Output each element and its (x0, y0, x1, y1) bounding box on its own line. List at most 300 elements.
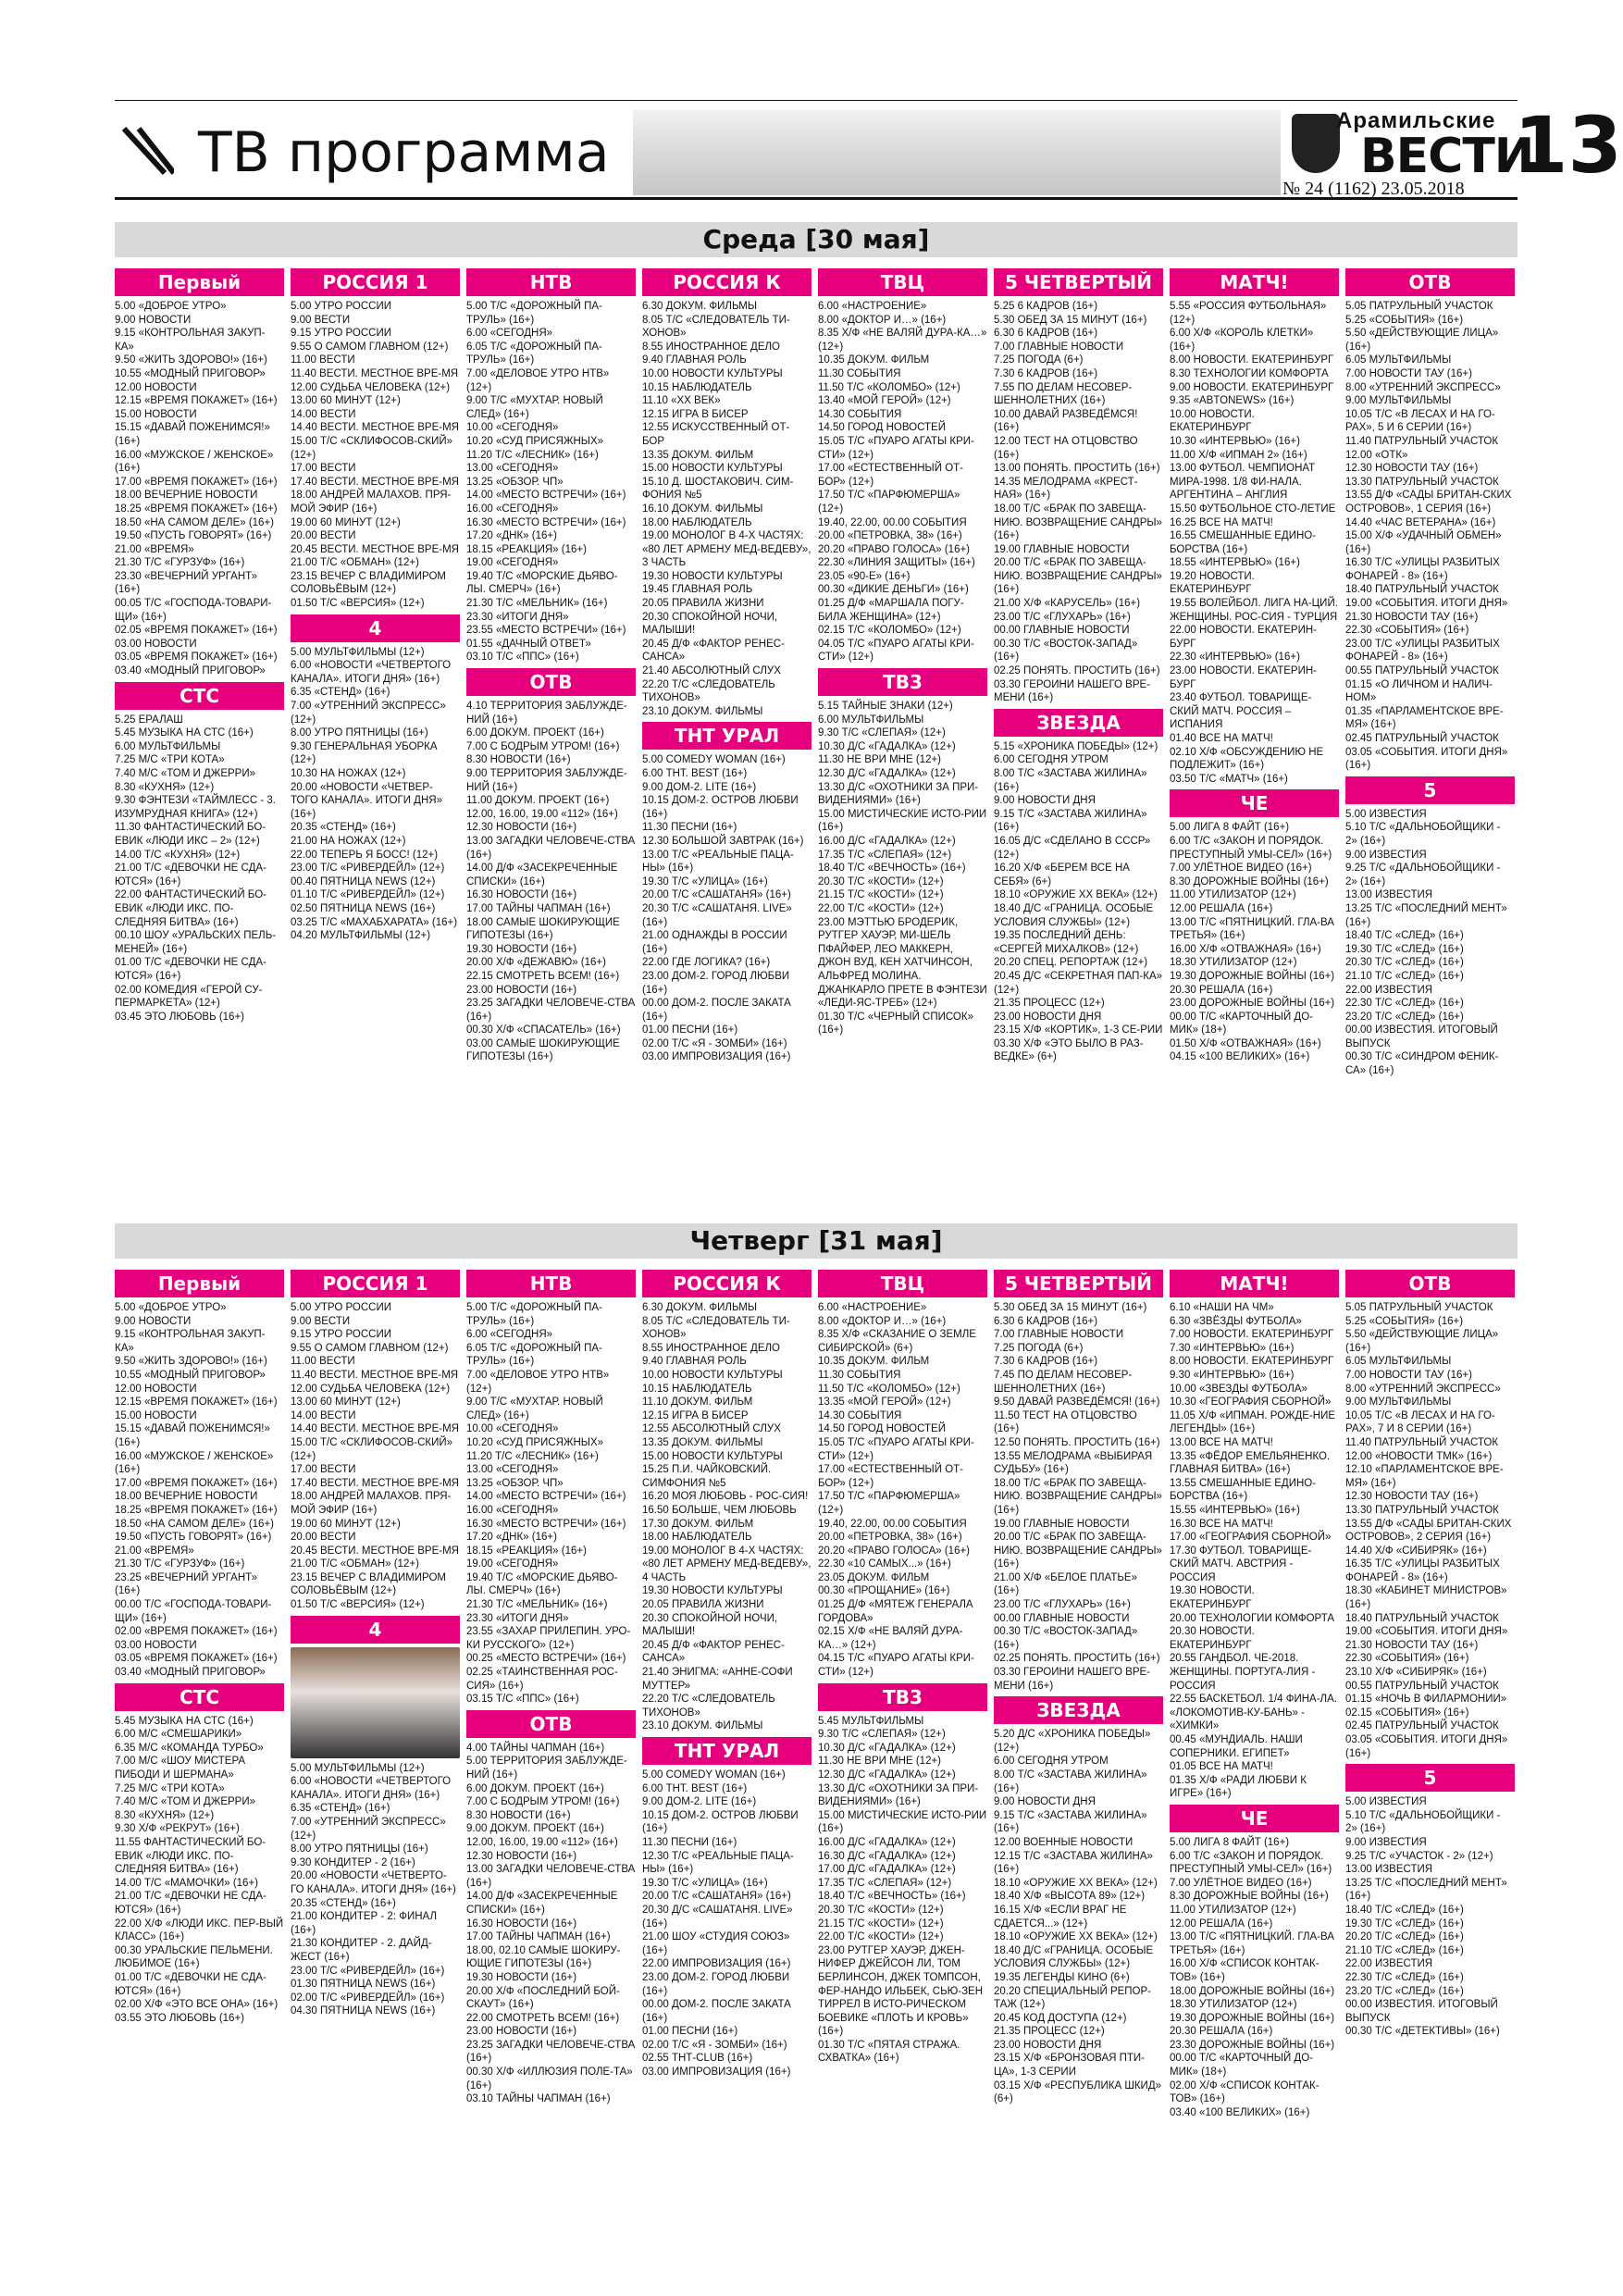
program-entry: 21.00 «ВРЕМЯ» (115, 543, 194, 555)
program-entry: 13.25 «ОБЗОР. ЧП» (466, 476, 564, 488)
program-entry: 21.30 НОВОСТИ ТАУ (16+) (1345, 1639, 1479, 1651)
program-entry: 8.00 «ДОКТОР И…» (16+) (818, 1315, 947, 1327)
day-header: Среда [30 мая] (115, 222, 1518, 257)
channel-column (994, 268, 1163, 1240)
program-entry: 5.25 ЕРАЛАШ (115, 714, 183, 726)
program-entry: 23.30 ДОРОЖНЫЕ ВОЙНЫ (16+) (1170, 2039, 1335, 2051)
program-entry: 22.00 ИЗВЕСТИЯ (1345, 1958, 1433, 1970)
program-entry: 12.30 НОВОСТИ ТАУ (16+) (1345, 463, 1479, 475)
program-entry: 9.15 «КОНТРОЛЬНАЯ ЗАКУП-КА» (115, 328, 266, 353)
program-entry: 9.00 ВЕСТИ (291, 314, 351, 326)
program-entry: 00.00 ИЗВЕСТИЯ. ИТОГОВЫЙ ВЫПУСК (1345, 1999, 1498, 2024)
program-entry: 20.30 Т/С «СЛЕД» (16+) (1345, 957, 1464, 969)
program-entry: 20.00 «ПЕТРОВКА, 38» (16+) (818, 1532, 962, 1544)
program-entry: 10.15 ДОМ-2. ОСТРОВ ЛЮБВИ (16+) (642, 1809, 799, 1835)
program-entry: 23.05 ДОКУМ. ФИЛЬМ (818, 1571, 930, 1583)
program-entry: 9.30 Т/С «СЛЕПАЯ» (12+) (818, 727, 946, 739)
program-entry: 19.45 ГЛАВНАЯ РОЛЬ (642, 584, 753, 596)
channel-logo: ЧЕ (1170, 789, 1339, 817)
program-entry: 01.00 ПЕСНИ (16+) (642, 1024, 738, 1036)
program-entry: 00.55 ПАТРУЛЬНЫЙ УЧАСТОК (1345, 1680, 1499, 1692)
program-entry: 20.00 «НОВОСТИ «ЧЕТВЕРТО-ГО КАНАЛА». ИТОГИ ДНЯ» (16+) (291, 1870, 456, 1895)
program-entry: 23.30 «ВЕЧЕРНИЙ УРГАНТ» (16+) (115, 570, 258, 596)
program-entry: 19.40 Т/С «МОРСКИЕ ДЬЯВО-ЛЫ. СМЕРЧ» (16+) (466, 1571, 618, 1597)
program-entry: 18.00, 02.10 САМЫЕ ШОКИРУ-ЮЩИЕ ГИПОТЕЗЫ (16+) (466, 1944, 621, 1970)
program-entry: 9.15 Т/С «ЗАСТАВА ЖИЛИНА» (16+) (994, 1809, 1147, 1835)
program-entry: 15.05 Т/С «ПУАРО АГАТЫ КРИ-СТИ» (12+) (818, 435, 974, 461)
program-entry: 6.00 Т/С «ЗАКОН И ПОРЯДОК. ПРЕСТУПНЫЙ УМЫ-СЕЛ» (16+) (1170, 835, 1332, 861)
program-entry: 14.00 Т/С «КУХНЯ» (12+) (115, 849, 241, 861)
program-entry: 6.30 ДОКУМ. ФИЛЬМЫ (642, 301, 758, 312)
program-entry: 9.00 НОВОСТИ (115, 314, 192, 326)
channel-column (291, 1270, 460, 2241)
program-entry: 21.00 Х/Ф «БЕЛОЕ ПЛАТЬЕ» (16+) (994, 1571, 1137, 1597)
program-entry: 5.30 ОБЕД ЗА 15 МИНУТ (16+) (994, 314, 1147, 326)
program-entry: 18.30 УТИЛИЗАТОР (12+) (1170, 1999, 1297, 2011)
program-entry: 22.30 «ИНТЕРВЬЮ» (16+) (1170, 652, 1300, 664)
program-entry: 01.30 ПЯТНИЦА NEWS (16+) (291, 1979, 436, 1991)
program-entry: 00.45 «МУНДИАЛЬ. НАШИ СОПЕРНИКИ. ЕГИПЕТ» (1170, 1734, 1303, 1759)
program-entry: 16.05 Д/С «СДЕЛАНО В СССР» (12+) (994, 835, 1151, 861)
program-entry: 19.30 Т/С «СЛЕД» (16+) (1345, 943, 1464, 955)
program-entry: 19.30 Т/С «УЛИЦА» (16+) (642, 875, 768, 887)
program-entry: 10.05 Т/С «В ЛЕСАХ И НА ГО-РАХ», 5 И 6 СЕРИИ (16+) (1345, 408, 1495, 434)
program-entry: 7.00 ГЛАВНЫЕ НОВОСТИ (994, 341, 1124, 353)
program-entry: 02.10 Х/Ф «ОБСУЖДЕНИЮ НЕ ПОДЛЕЖИТ» (16+) (1170, 746, 1324, 772)
program-entry: 22.00 ФАНТАСТИЧЕСКИЙ БО-ЕВИК «ЛЮДИ ИКС. ПО-СЛЕДНЯЯ БИТВА» (16+) (115, 889, 266, 928)
channel-column (642, 1270, 812, 2241)
program-entry: 5.00 ИЗВЕСТИЯ (1345, 1796, 1427, 1808)
program-entry: 11.20 Т/С «ЛЕСНИК» (16+) (466, 1450, 599, 1462)
program-entry: 16.00 Х/Ф «СПИСОК КОНТАК-ТОВ» (16+) (1170, 1958, 1319, 1983)
channel-column (818, 1270, 987, 2241)
channel-logo: НТВ (466, 1270, 636, 1297)
program-entry: 18.10 «ОРУЖИЕ ХХ ВЕКА» (12+) (994, 1877, 1158, 1889)
program-entry: 02.15 Т/С «КОЛОМБО» (12+) (818, 625, 961, 637)
program-entry: 21.00 КОНДИТЕР - 2: ФИНАЛ (16+) (291, 1911, 438, 1936)
program-entry: 00.00 ДОМ-2. ПОСЛЕ ЗАКАТА (16+) (642, 1999, 791, 2024)
program-entry: 01.05 ВСЕ НА МАТЧ! (1170, 1761, 1273, 1773)
program-entry: 14.40 Х/Ф «СИБИРЯК» (16+) (1345, 1545, 1487, 1557)
program-entry: 20.00 «НОВОСТИ «ЧЕТВЕР-ТОГО КАНАЛА». ИТОГИ ДНЯ» (16+) (291, 781, 442, 820)
program-entry: 5.45 МУЗЫКА НА СТС (16+) (115, 727, 254, 739)
program-entry: 5.00 ТЕРРИТОРИЯ ЗАБЛУЖДЕ-НИЙ (16+) (466, 1756, 627, 1781)
program-entry: 14.35 МЕЛОДРАМА «КРЕСТ-НАЯ» (16+) (994, 476, 1138, 502)
program-entry: 22.30 Т/С «СЛЕД» (16+) (1345, 998, 1464, 1010)
program-entry: 6.00 МУЛЬТФИЛЬМЫ (115, 740, 221, 752)
channel-logo: ТВ3 (818, 668, 987, 696)
program-entry: 6.05 МУЛЬТФИЛЬМЫ (1345, 354, 1452, 366)
program-entry: 17.35 Т/С «СЛЕПАЯ» (12+) (818, 849, 952, 861)
program-entry: 13.35 ДОКУМ. ФИЛЬМЫ (642, 1436, 763, 1448)
channel-logo: РОССИЯ К (642, 1270, 812, 1297)
program-entry: 01.50 Х/Ф «ОТВАЖНАЯ» (16+) (1170, 1037, 1321, 1049)
program-entry: 9.15 УТРО РОССИИ (291, 328, 391, 340)
program-entry: 21.00 ШОУ «СТУДИЯ СОЮЗ» (16+) (642, 1931, 790, 1956)
program-entry: 18.40 Т/С «СЛЕД» (16+) (1345, 1904, 1464, 1916)
program-entry: 13.30 Д/С «ОХОТНИКИ ЗА ПРИ-ВИДЕНИЯМИ» (16+) (818, 781, 979, 807)
program-entry: 23.00 Т/С «УЛИЦЫ РАЗБИТЫХ ФОНАРЕЙ - 8» (16+) (1345, 638, 1500, 664)
channel-logo: ТНТ УРАЛ (642, 1737, 812, 1765)
program-entry: 11.00 ВЕСТИ (291, 354, 355, 366)
program-entry: 11.50 Т/С «КОЛОМБО» (12+) (818, 1383, 960, 1395)
program-entry: 00.55 ПАТРУЛЬНЫЙ УЧАСТОК (1345, 665, 1499, 677)
channel-logo: 5 ЧЕТВЕРТЫЙ (994, 1270, 1163, 1297)
program-entry: 20.20 «ПРАВО ГОЛОСА» (16+) (818, 1545, 971, 1557)
channel-logo: РОССИЯ К (642, 268, 812, 296)
program-entry: 12.00 «НОВОСТИ ТМК» (16+) (1345, 1450, 1493, 1462)
program-entry: 18.40 Т/С «СЛЕД» (16+) (1345, 930, 1464, 942)
program-entry: 20.30 РЕШАЛА (16+) (1170, 2026, 1273, 2038)
program-entry: 6.00 «НАСТРОЕНИЕ» (818, 1302, 927, 1313)
program-entry: 19.30 ДОРОЖНЫЕ ВОЙНЫ (16+) (1170, 970, 1335, 982)
program-entry: 10.20 «СУД ПРИСЯЖНЫХ» (466, 435, 604, 447)
program-entry: 02.00 Х/Ф «ЭТО ВСЕ ОНА» (16+) (115, 1999, 279, 2011)
program-entry: 7.00 «ДЕЛОВОЕ УТРО НТВ» (12+) (466, 1369, 610, 1395)
program-entry: 8.30 «КУХНЯ» (12+) (115, 781, 215, 793)
program-entry: 8.05 Т/С «СЛЕДОВАТЕЛЬ ТИ-ХОНОВ» (642, 314, 790, 340)
program-entry: 8.00 УТРО ПЯТНИЦЫ (16+) (291, 727, 428, 739)
program-entry: 14.50 ГОРОД НОВОСТЕЙ (818, 422, 946, 434)
program-entry: 8.30 ТЕХНОЛОГИИ КОМФОРТА (1170, 367, 1329, 379)
program-entry: 02.05 «ВРЕМЯ ПОКАЖЕТ» (16+) (115, 625, 278, 637)
program-entry: 03.45 ЭТО ЛЮБОВЬ (16+) (115, 1011, 244, 1023)
program-entry: 15.15 «ДАВАЙ ПОЖЕНИМСЯ!» (16+) (115, 422, 270, 447)
program-entry: 02.45 ПАТРУЛЬНЫЙ УЧАСТОК (1345, 1720, 1499, 1732)
program-entry: 12.55 АБСОЛЮТНЫЙ СЛУХ (642, 1423, 781, 1435)
program-entry: 22.00 ГДЕ ЛОГИКА? (16+) (642, 957, 771, 969)
program-entry: 13.00 ВСЕ НА МАТЧ! (1170, 1436, 1273, 1448)
program-entry: 01.00 ПЕСНИ (16+) (642, 2026, 738, 2038)
program-entry: 12.30 Т/С «РЕАЛЬНЫЕ ПАЦА-НЫ» (16+) (642, 1850, 794, 1876)
program-entry: 9.00 МУЛЬТФИЛЬМЫ (1345, 395, 1452, 407)
program-entry: 9.50 «ЖИТЬ ЗДОРОВО!» (16+) (115, 354, 267, 366)
program-entry: 23.00 ДОМ-2. ГОРОД ЛЮБВИ (16+) (642, 970, 790, 996)
program-entry: 18.15 «РЕАКЦИЯ» (16+) (466, 1545, 587, 1557)
program-entry: 9.15 УТРО РОССИИ (291, 1329, 391, 1341)
program-entry: 10.35 ДОКУМ. ФИЛЬМ (818, 354, 930, 366)
program-entry: 9.00 Т/С «МУХТАР. НОВЫЙ СЛЕД» (16+) (466, 1396, 603, 1421)
program-entry: 18.40 Т/С «ВЕЧНОСТЬ» (16+) (818, 863, 966, 875)
program-entry: 9.15 «КОНТРОЛЬНАЯ ЗАКУП-КА» (115, 1329, 266, 1354)
program-entry: 11.30 ПЕСНИ (16+) (642, 822, 737, 834)
program-entry: 23.55 «ЗАХАР ПРИЛЕПИН. УРО-КИ РУССКОГО» (12+) (466, 1626, 631, 1651)
program-entry: 19.00 «СОБЫТИЯ. ИТОГИ ДНЯ» (1345, 1626, 1508, 1638)
program-entry: 6.05 Т/С «ДОРОЖНЫЙ ПА-ТРУЛЬ» (16+) (466, 341, 602, 366)
program-entry: 10.15 НАБЛЮДАТЕЛЬ (642, 1383, 752, 1395)
program-entry: 16.00 Д/С «ГАДАЛКА» (12+) (818, 835, 956, 847)
program-entry: 00.25 «МЕСТО ВСТРЕЧИ» (16+) (466, 1653, 626, 1665)
program-entry: 13.00 ИЗВЕСТИЯ (1345, 1864, 1433, 1876)
program-entry: 9.00 НОВОСТИ. ЕКАТЕРИНБУРГ (1170, 381, 1334, 393)
program-entry: 01.00 Т/С «ДЕВОЧКИ НЕ СДА-ЮТСЯ» (16+) (115, 957, 266, 982)
program-entry: 11.30 СОБЫТИЯ (818, 367, 901, 379)
program-entry: 19.30 НОВОСТИ КУЛЬТУРЫ (642, 570, 783, 582)
program-entry: 21.40 ЭНИГМА: «АННЕ-СОФИ МУТТЕР» (642, 1667, 793, 1692)
city-emblem-icon (1292, 114, 1340, 173)
program-entry: 18.00 ДОРОЖНЫЕ ВОЙНЫ (16+) (1170, 1985, 1335, 1997)
program-entry: 8.00 УТРО ПЯТНИЦЫ (16+) (291, 1843, 428, 1855)
program-entry: 15.50 ФУТБОЛЬНОЕ СТО-ЛЕТИЕ (1170, 503, 1336, 515)
program-entry: 10.15 НАБЛЮДАТЕЛЬ (642, 381, 752, 393)
program-entry: 03.00 ИМПРОВИЗАЦИЯ (16+) (642, 2066, 791, 2079)
program-entry: 6.00 «СЕГОДНЯ» (466, 328, 553, 340)
program-entry: 21.30 КОНДИТЕР - 2. ДАЙД-ЖЕСТ (16+) (291, 1938, 432, 1963)
program-entry: 21.10 Т/С «СЛЕД» (16+) (1345, 1944, 1464, 1956)
program-entry: 23.00 НОВОСТИ (16+) (466, 984, 577, 996)
program-entry: 17.40 ВЕСТИ. МЕСТНОЕ ВРЕ-МЯ (291, 1477, 459, 1489)
program-entry: 17.00 ТАЙНЫ ЧАПМАН (16+) (466, 1931, 611, 1943)
program-entry: 12.30 Д/С «ГАДАЛКА» (12+) (818, 768, 956, 779)
program-entry: 8.35 Х/Ф «НЕ ВАЛЯЙ ДУРА-КА…» (12+) (818, 328, 987, 353)
program-entry: 16.15 Х/Ф «ЕСЛИ ВРАГ НЕ СДАЕТСЯ...» (12+) (994, 1904, 1127, 1930)
program-entry: 13.55 Д/Ф «САДЫ БРИТАН-СКИХ ОСТРОВОВ», 1 СЕРИЯ (16+) (1345, 490, 1512, 515)
program-entry: 23.15 Х/Ф «БРОНЗОВАЯ ПТИ-ЦА», 1-3 СЕРИИ (994, 2053, 1145, 2079)
program-entry: 00.00 ИЗВЕСТИЯ. ИТОГОВЫЙ ВЫПУСК (1345, 1024, 1498, 1049)
program-entry: 7.25 М/С «ТРИ КОТА» (115, 754, 225, 766)
program-entry: 12.00 НОВОСТИ (115, 381, 197, 393)
program-entry: 6.00 ДОКУМ. ПРОЕКТ (16+) (466, 1782, 604, 1794)
program-entry: 22.00 Х/Ф «ЛЮДИ ИКС. ПЕР-ВЫЙ КЛАСС» (16+) (115, 1917, 284, 1943)
program-entry: 7.30 6 КАДРОВ (16+) (994, 367, 1098, 379)
program-entry: 9.00 НОВОСТИ ДНЯ (994, 795, 1096, 807)
program-entry: 20.35 «СТЕНД» (16+) (291, 822, 396, 834)
program-entry: 00.30 Т/С «СИНДРОМ ФЕНИК-СА» (16+) (1345, 1051, 1499, 1077)
program-entry: 20.45 Д/Ф «ФАКТОР РЕНЕС-САНСА» (642, 1639, 785, 1665)
program-entry: 5.00 Т/С «ДОРОЖНЫЙ ПА-ТРУЛЬ» (16+) (466, 301, 602, 326)
program-entry: 00.00 Т/С «ГОСПОДА-ТОВАРИ-ЩИ» (16+) (115, 1599, 272, 1624)
program-entry: 6.00 СЕГОДНЯ УТРОМ (994, 1756, 1109, 1768)
program-entry: 18.50 «НА САМОМ ДЕЛЕ» (16+) (115, 516, 274, 528)
program-entry: 20.45 ВЕСТИ. МЕСТНОЕ ВРЕ-МЯ (291, 1545, 459, 1557)
program-entry: 23.00 Т/С «РИВЕРДЕЙЛ» (16+) (291, 1965, 445, 1977)
program-entry: 19.40, 22.00, 00.00 СОБЫТИЯ (818, 1518, 967, 1530)
program-entry: 19.00 ГЛАВНЫЕ НОВОСТИ (994, 1518, 1130, 1530)
program-entry: 22.30 «СОБЫТИЯ» (16+) (1345, 1653, 1469, 1665)
program-entry: 10.00 НОВОСТИ. ЕКАТЕРИНБУРГ (1170, 408, 1255, 434)
program-entry: 19.00 60 МИНУТ (12+) (291, 516, 401, 528)
program-entry: 01.30 Т/С «ПЯТАЯ СТРАЖА. СХВАТКА» (16+) (818, 2039, 960, 2065)
program-entry: 22.55 БАСКЕТБОЛ. 1/4 ФИНА-ЛА. «ЛОКОМОТИВ-КУ-БАНЬ» - «ХИМКИ» (1170, 1694, 1337, 1732)
program-entry: 14.00 «МЕСТО ВСТРЕЧИ» (16+) (466, 1491, 626, 1503)
channel-logo: ОТВ (466, 668, 636, 696)
program-entry: 13.00 60 МИНУТ (12+) (291, 395, 401, 407)
program-entry: 21.40 АБСОЛЮТНЫЙ СЛУХ (642, 665, 781, 677)
program-entry: 20.45 Д/Ф «ФАКТОР РЕНЕС-САНСА» (642, 638, 785, 664)
program-entry: 6.10 «НАШИ НА ЧМ» (1170, 1302, 1274, 1313)
program-entry: 11.00 Х/Ф «ИПМАН 2» (16+) (1170, 449, 1307, 461)
program-entry: 15.00 МИСТИЧЕСКИЕ ИСТО-РИИ (16+) (818, 808, 987, 834)
program-entry: 5.45 МУЛЬТФИЛЬМЫ (818, 1715, 924, 1727)
program-entry: 03.40 «100 ВЕЛИКИХ» (16+) (1170, 2106, 1310, 2118)
program-entry: 12.15 «ВРЕМЯ ПОКАЖЕТ» (16+) (115, 395, 278, 407)
program-entry: 6.05 Т/С «ДОРОЖНЫЙ ПА-ТРУЛЬ» (16+) (466, 1342, 602, 1368)
program-entry: 04.15 Т/С «ПУАРО АГАТЫ КРИ-СТИ» (12+) (818, 1653, 974, 1679)
program-entry: 22.30 «10 САМЫХ...» (16+) (818, 1558, 951, 1570)
program-entry: 13.35 ДОКУМ. ФИЛЬМ (642, 449, 754, 461)
program-entry: 13.35 «ФЁДОР ЕМЕЛЬЯНЕНКО. ГЛАВНАЯ БИТВА» (16+) (1170, 1450, 1331, 1476)
program-entry: 13.55 СМЕШАННЫЕ ЕДИНО-БОРСТВА (16+) (1170, 1477, 1317, 1503)
program-entry: 17.30 ФУТБОЛ. ТОВАРИЩЕ-СКИЙ МАТЧ. АВСТРИЯ - РОССИЯ (1170, 1545, 1312, 1583)
program-entry: 19.00 «СЕГОДНЯ» (466, 1558, 559, 1570)
program-entry: 12.00 РЕШАЛА (16+) (1170, 902, 1273, 914)
program-entry: 23.15 ВЕЧЕР С ВЛАДИМИРОМ СОЛОВЬЁВЫМ (12+) (291, 570, 446, 596)
program-entry: 18.10 «ОРУЖИЕ ХХ ВЕКА» (12+) (994, 889, 1158, 901)
program-entry: 13.00 ЗАГАДКИ ЧЕЛОВЕЧЕ-СТВА (16+) (466, 1864, 636, 1889)
program-entry: 7.55 ПО ДЕЛАМ НЕСОВЕР-ШЕННОЛЕТНИХ (16+) (994, 381, 1133, 407)
channel-logo: 5 ЧЕТВЕРТЫЙ (994, 268, 1163, 296)
program-entry: 9.50 ДАВАЙ РАЗВЕДЁМСЯ! (16+) (994, 1396, 1160, 1409)
channel-logo: 5 (1345, 776, 1515, 804)
program-entry: 17.00 «ВРЕМЯ ПОКАЖЕТ» (16+) (115, 1477, 278, 1489)
program-entry: 11.30 СОБЫТИЯ (818, 1369, 901, 1381)
program-entry: 03.40 «МОДНЫЙ ПРИГОВОР» (115, 665, 266, 677)
program-entry: 11.00 УТИЛИЗАТОР (12+) (1170, 1904, 1296, 1916)
program-entry: 6.35 «СТЕНД» (16+) (291, 1803, 390, 1815)
program-entry: 03.25 Т/С «МАХАБХАРАТА» (16+) (291, 916, 458, 928)
program-entry: 02.25 ПОНЯТЬ. ПРОСТИТЬ (16+) (994, 1653, 1160, 1665)
program-entry: 6.35 М/С «КОМАНДА ТУРБО» (115, 1742, 264, 1754)
program-entry: 01.10 Т/С «РИВЕРДЕЙЛ» (12+) (291, 889, 445, 901)
program-entry: 23.30 «ИТОГИ ДНЯ» (466, 1612, 569, 1624)
program-entry: 8.00 Т/С «ЗАСТАВА ЖИЛИНА» (16+) (994, 768, 1147, 793)
program-entry: 18.10 «ОРУЖИЕ ХХ ВЕКА» (12+) (994, 1931, 1158, 1943)
program-entry: 8.30 НОВОСТИ (16+) (466, 1809, 571, 1821)
program-entry: 21.15 Т/С «КОСТИ» (12+) (818, 889, 944, 901)
program-entry: 16.30 НОВОСТИ (16+) (466, 1917, 577, 1930)
program-entry: 12.50 ПОНЯТЬ. ПРОСТИТЬ (16+) (994, 1436, 1160, 1448)
program-entry: 12.00 НОВОСТИ (115, 1383, 197, 1395)
program-entry: 7.00 ГЛАВНЫЕ НОВОСТИ (994, 1329, 1124, 1341)
program-entry: 13.55 Д/Ф «САДЫ БРИТАН-СКИХ ОСТРОВОВ», 2 СЕРИЯ (16+) (1345, 1518, 1512, 1544)
program-entry: 17.40 ВЕСТИ. МЕСТНОЕ ВРЕ-МЯ (291, 476, 459, 488)
program-entry: 20.55 ГАНДБОЛ. ЧЕ-2018. ЖЕНЩИНЫ. ПОРТУГА-ЛИЯ - РОССИЯ (1170, 1653, 1316, 1692)
program-entry: 13.00 ПОНЯТЬ. ПРОСТИТЬ (16+) (994, 463, 1160, 475)
program-entry: 20.45 ВЕСТИ. МЕСТНОЕ ВРЕ-МЯ (291, 543, 459, 555)
program-entry: 23.00 Т/С «РИВЕРДЕЙЛ» (12+) (291, 863, 445, 875)
program-entry: 8.35 Х/Ф «СКАЗАНИЕ О ЗЕМЛЕ СИБИРСКОЙ» (6+) (818, 1329, 976, 1354)
program-entry: 14.00 «МЕСТО ВСТРЕЧИ» (16+) (466, 490, 626, 502)
program-entry: 01.25 Д/Ф «МАРШАЛА ПОГУ-БИЛА ЖЕНЩИНА» (12+) (818, 598, 964, 623)
program-entry: 11.00 ВЕСТИ (291, 1356, 355, 1368)
program-entry: 12.30 НОВОСТИ (16+) (466, 1850, 577, 1862)
channel-logo: ОТВ (466, 1710, 636, 1738)
program-entry: 03.30 Х/Ф «ЭТО БЫЛО В РАЗ-ВЕДКЕ» (6+) (994, 1037, 1144, 1063)
program-entry: 21.00 Т/С «ОБМАН» (12+) (291, 557, 419, 569)
channel-logo: ОТВ (1345, 268, 1515, 296)
program-entry: 20.00 Т/С «БРАК ПО ЗАВЕЩА-НИЮ. ВОЗВРАЩЕНИЕ САНДРЫ» (16+) (994, 1532, 1162, 1570)
program-entry: 5.00 ИЗВЕСТИЯ (1345, 808, 1427, 820)
channel-column (1345, 1270, 1515, 2241)
channel-logo: МАТЧ! (1170, 268, 1339, 296)
program-entry: 03.30 ГЕРОИНИ НАШЕГО ВРЕ-МЕНИ (16+) (994, 678, 1151, 704)
program-entry: 6.00 МУЛЬТФИЛЬМЫ (818, 714, 924, 726)
program-entry: 11.55 ФАНТАСТИЧЕСКИЙ БО-ЕВИК «ЛЮДИ ИКС. ПО-СЛЕДНЯЯ БИТВА» (16+) (115, 1836, 266, 1876)
program-entry: 7.45 ПО ДЕЛАМ НЕСОВЕР-ШЕННОЛЕТНИХ (16+) (994, 1369, 1133, 1395)
program-entry: 14.40 ВЕСТИ. МЕСТНОЕ ВРЕ-МЯ (291, 1423, 459, 1435)
program-entry: 5.00 Т/С «ДОРОЖНЫЙ ПА-ТРУЛЬ» (16+) (466, 1302, 602, 1327)
program-entry: 9.00 ДОМ-2. LITE (16+) (642, 1796, 757, 1808)
program-entry: 9.00 ДОКУМ. ПРОЕКТ (16+) (466, 1823, 604, 1835)
program-entry: 23.25 ЗАГАДКИ ЧЕЛОВЕЧЕ-СТВА (16+) (466, 998, 636, 1023)
program-entry: 19.30 Т/С «СЛЕД» (16+) (1345, 1917, 1464, 1930)
program-entry: 17.30 ДОКУМ. ФИЛЬМ (642, 1518, 754, 1530)
channel-column (466, 1270, 636, 2241)
program-entry: 20.30 Д/С «САШАТАНЯ. LIVE» (16+) (642, 1904, 793, 1930)
program-entry: 20.30 Т/С «КОСТИ» (12+) (818, 875, 944, 887)
program-entry: 11.40 ВЕСТИ. МЕСТНОЕ ВРЕ-МЯ (291, 1369, 459, 1381)
program-entry: 00.00 Т/С «КАРТОЧНЫЙ ДО-МИК» (18+) (1170, 2053, 1313, 2079)
channel-column (642, 268, 812, 1240)
program-entry: 20.20 СПЕЦИАЛЬНЫЙ РЕПОР-ТАЖ (12+) (994, 1985, 1152, 2011)
program-entry: 7.30 «ИНТЕРВЬЮ» (16+) (1170, 1342, 1295, 1354)
program-entry: 18.40 Д/С «ГРАНИЦА. ОСОБЫЕ УСЛОВИЯ СЛУЖБЫ» (12+) (994, 1944, 1154, 1970)
program-entry: 13.25 Т/С «ПОСЛЕДНИЙ МЕНТ» (16+) (1345, 1877, 1507, 1903)
program-entry: 13.00 «СЕГОДНЯ» (466, 463, 559, 475)
program-entry: 13.00 Т/С «ПЯТНИЦКИЙ. ГЛА-ВА ТРЕТЬЯ» (16+) (1170, 916, 1334, 942)
program-entry: 16.20 Х/Ф «БЕРЕМ ВСЕ НА СЕБЯ» (6+) (994, 863, 1130, 887)
program-entry: 03.00 НОВОСТИ (115, 638, 197, 650)
program-entry: 9.50 «ЖИТЬ ЗДОРОВО!» (16+) (115, 1356, 267, 1368)
program-entry: 16.00 Д/С «ГАДАЛКА» (12+) (818, 1836, 956, 1848)
program-entry: 19.40, 22.00, 00.00 СОБЫТИЯ (818, 516, 967, 528)
program-entry: 19.30 ДОРОЖНЫЕ ВОЙНЫ (16+) (1170, 2012, 1335, 2024)
channel-logo: РОССИЯ 1 (291, 1270, 460, 1297)
program-entry: 20.45 Д/С «СЕКРЕТНАЯ ПАП-КА» (12+) (994, 970, 1163, 996)
program-entry: 23.10 ДОКУМ. ФИЛЬМЫ (642, 1720, 763, 1732)
program-entry: 16.00 Х/Ф «ОТВАЖНАЯ» (16+) (1170, 943, 1321, 955)
program-entry: 15.00 Т/С «СКЛИФОСОВ-СКИЙ» (12+) (291, 435, 453, 461)
program-entry: 16.30 Т/С «УЛИЦЫ РАЗБИТЫХ ФОНАРЕЙ - 8» (16+) (1345, 557, 1500, 582)
program-entry: 15.00 НОВОСТИ (115, 408, 197, 420)
program-entry: 20.00 Х/Ф «ПОСЛЕДНИЙ БОЙ-СКАУТ» (16+) (466, 1985, 620, 2011)
program-entry: 6.00 Т/С «ЗАКОН И ПОРЯДОК. ПРЕСТУПНЫЙ УМЫ-СЕЛ» (16+) (1170, 1850, 1332, 1876)
program-entry: 11.40 ПАТРУЛЬНЫЙ УЧАСТОК (1345, 435, 1499, 447)
program-entry: 12.00 «ОТК» (1345, 449, 1408, 461)
program-entry: 00.30 УРАЛЬСКИЕ ПЕЛЬМЕНИ. ЛЮБИМОЕ (16+) (115, 1944, 273, 1970)
program-entry: 12.00 ВОЕННЫЕ НОВОСТИ (994, 1836, 1134, 1848)
channel-logo: РОССИЯ 1 (291, 268, 460, 296)
program-entry: 9.35 «ABTONEWS» (16+) (1170, 395, 1295, 407)
program-entry: 21.00 НА НОЖАХ (12+) (291, 835, 406, 847)
program-entry: 10.30 «ГЕОГРАФИЯ СБОРНОЙ» (1170, 1396, 1332, 1409)
program-entry: 00.00 ГЛАВНЫЕ НОВОСТИ (994, 1612, 1130, 1624)
program-entry: 11.30 НЕ ВРИ МНЕ (12+) (818, 754, 942, 766)
program-entry: 13.55 МЕЛОДРАМА «ВЫБИРАЯ СУДЬБУ» (16+) (994, 1450, 1153, 1476)
program-entry: 18.00 АНДРЕЙ МАЛАХОВ. ПРЯ-МОЙ ЭФИР (16+) (291, 1491, 452, 1516)
program-entry: 14.00 Д/Ф «ЗАСЕКРЕЧЕННЫЕ СПИСКИ» (16+) (466, 863, 618, 887)
program-entry: 00.40 ПЯТНИЦА NEWS (12+) (291, 875, 436, 887)
program-entry: 8.00 НОВОСТИ. ЕКАТЕРИНБУРГ (1170, 354, 1334, 366)
program-entry: 6.00 Х/Ф «КОРОЛЬ КЛЕТКИ» (16+) (1170, 328, 1314, 353)
program-entry: 00.10 ШОУ «УРАЛЬСКИХ ПЕЛЬ-МЕНЕЙ» (16+) (115, 930, 277, 955)
program-entry: 20.05 ПРАВИЛА ЖИЗНИ (642, 598, 764, 610)
program-entry: 18.00 НАБЛЮДАТЕЛЬ (642, 1532, 752, 1544)
program-entry: 16.50 БОЛЬШЕ, ЧЕМ ЛЮБОВЬ (642, 1504, 797, 1516)
channel-logo: ТВЦ (818, 1270, 987, 1297)
program-entry: 11.10 «ХХ ВЕК» (642, 395, 721, 407)
program-entry: 11.40 ВЕСТИ. МЕСТНОЕ ВРЕ-МЯ (291, 367, 459, 379)
program-entry: 7.30 6 КАДРОВ (16+) (994, 1356, 1098, 1368)
program-entry: 02.45 ПАТРУЛЬНЫЙ УЧАСТОК (1345, 733, 1499, 744)
program-entry: 15.00 НОВОСТИ КУЛЬТУРЫ (642, 1450, 783, 1462)
program-entry: 9.30 Х/Ф «РЕКРУТ» (16+) (115, 1823, 240, 1835)
program-entry: 19.55 ВОЛЕЙБОЛ. ЛИГА НА-ЦИЙ. ЖЕНЩИНЫ. РОС-СИЯ - ТУРЦИЯ (1170, 598, 1338, 623)
program-entry: 18.40 Т/С «ВЕЧНОСТЬ» (16+) (818, 1891, 966, 1903)
channel-column (291, 268, 460, 1240)
program-entry: 9.30 Т/С «СЛЕПАЯ» (12+) (818, 1729, 946, 1741)
page-header (115, 100, 1622, 200)
